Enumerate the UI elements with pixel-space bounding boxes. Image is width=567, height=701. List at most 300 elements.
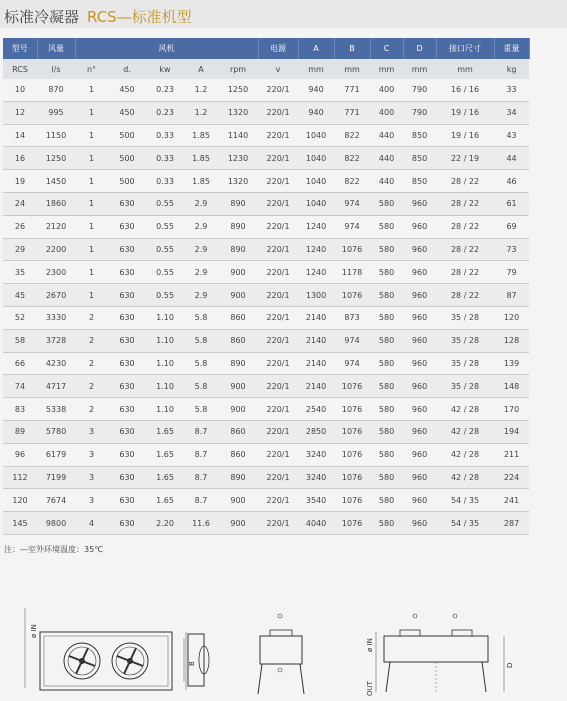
table-cell: 54 / 35	[436, 512, 494, 535]
table-cell: 3	[75, 420, 108, 443]
table-cell: 630	[108, 443, 146, 466]
table-cell: 73	[494, 238, 529, 261]
table-cell: 1.65	[146, 443, 184, 466]
unit-cell: rpm	[218, 59, 258, 79]
table-row	[3, 352, 529, 375]
table-cell: 1076	[334, 420, 370, 443]
table-cell: 220/1	[258, 215, 298, 238]
table-row	[3, 101, 529, 124]
table-cell: 2.9	[184, 238, 218, 261]
table-cell: 2140	[298, 352, 334, 375]
table-cell: 61	[494, 192, 529, 215]
table-cell: 1150	[37, 124, 75, 147]
table-row	[3, 420, 529, 443]
table-row	[3, 79, 529, 101]
side-outline	[188, 634, 204, 686]
table-cell: 900	[218, 512, 258, 535]
table-cell: 35 / 28	[436, 329, 494, 352]
table-cell: 1250	[37, 147, 75, 170]
header-fan: 风机	[75, 38, 258, 59]
table-cell: 42 / 28	[436, 398, 494, 421]
table-cell: 974	[334, 192, 370, 215]
table-cell: 35 / 28	[436, 352, 494, 375]
table-cell: 790	[403, 79, 436, 101]
table-cell: 87	[494, 284, 529, 307]
table-cell: 960	[403, 261, 436, 284]
leg-line	[258, 664, 262, 694]
table-cell: 630	[108, 489, 146, 512]
front-view-drawing	[22, 608, 197, 696]
table-cell: 0.55	[146, 192, 184, 215]
table-cell: 500	[108, 147, 146, 170]
unit-cell: d.	[108, 59, 146, 79]
header-airflow: 风量	[37, 38, 75, 59]
table-cell: 400	[370, 79, 403, 101]
table-cell: 2.9	[184, 261, 218, 284]
table-cell: 19 / 16	[436, 124, 494, 147]
table-cell: 1076	[334, 375, 370, 398]
table-cell: 900	[218, 261, 258, 284]
table-cell: 211	[494, 443, 529, 466]
table-cell: 0.55	[146, 284, 184, 307]
table-cell: 3728	[37, 329, 75, 352]
table-cell: 960	[403, 398, 436, 421]
table-cell: 4040	[298, 512, 334, 535]
marker-icon	[453, 614, 457, 618]
table-cell: 2200	[37, 238, 75, 261]
table-cell: 1.85	[184, 170, 218, 193]
table-cell: 220/1	[258, 420, 298, 443]
table-cell: 822	[334, 147, 370, 170]
table-cell: 580	[370, 398, 403, 421]
table-cell: 580	[370, 352, 403, 375]
table-row	[3, 170, 529, 193]
table-cell: 4717	[37, 375, 75, 398]
table-cell: 220/1	[258, 443, 298, 466]
table-cell: 580	[370, 466, 403, 489]
marker-icon	[278, 614, 282, 618]
table-cell: 1	[75, 215, 108, 238]
table-cell: 960	[403, 215, 436, 238]
coil-outline	[44, 636, 168, 686]
table-cell: 96	[3, 443, 37, 466]
table-cell: 1.10	[146, 352, 184, 375]
table-cell: 1.85	[184, 124, 218, 147]
table-cell: 860	[218, 420, 258, 443]
table-cell: 995	[37, 101, 75, 124]
table-cell: 220/1	[258, 512, 298, 535]
unit-cell: mm	[403, 59, 436, 79]
title-model: RCS—标准机型	[87, 8, 192, 26]
table-cell: 5.8	[184, 375, 218, 398]
table-cell: 220/1	[258, 375, 298, 398]
table-cell: 960	[403, 306, 436, 329]
table-cell: 220/1	[258, 466, 298, 489]
table-cell: 900	[218, 375, 258, 398]
table-cell: 0.55	[146, 238, 184, 261]
table-cell: 1076	[334, 512, 370, 535]
table-cell: 890	[218, 238, 258, 261]
table-cell: 870	[37, 79, 75, 101]
table-cell: 3	[75, 489, 108, 512]
table-cell: 34	[494, 101, 529, 124]
table-cell: 630	[108, 306, 146, 329]
table-cell: 630	[108, 329, 146, 352]
table-cell: 0.55	[146, 215, 184, 238]
table-cell: 8.7	[184, 420, 218, 443]
table-cell: 220/1	[258, 398, 298, 421]
table-cell: 1240	[298, 215, 334, 238]
table-cell: 960	[403, 512, 436, 535]
table-cell: 890	[218, 215, 258, 238]
table-cell: 873	[334, 306, 370, 329]
table-cell: 580	[370, 306, 403, 329]
table-cell: 220/1	[258, 192, 298, 215]
table-cell: 5338	[37, 398, 75, 421]
title-main: 标准冷凝器	[4, 8, 80, 26]
unit-cell: mm	[298, 59, 334, 79]
table-cell: 960	[403, 466, 436, 489]
table-cell: 4230	[37, 352, 75, 375]
table-cell: 19	[3, 170, 37, 193]
table-cell: 5.8	[184, 306, 218, 329]
table-cell: 9800	[37, 512, 75, 535]
table-cell: 3330	[37, 306, 75, 329]
spec-body	[3, 79, 529, 534]
table-cell: 8.7	[184, 489, 218, 512]
table-cell: 960	[403, 443, 436, 466]
table-cell: 0.33	[146, 147, 184, 170]
table-row	[3, 261, 529, 284]
table-cell: 2.9	[184, 284, 218, 307]
table-cell: 1450	[37, 170, 75, 193]
table-cell: 220/1	[258, 170, 298, 193]
table-cell: 2	[75, 398, 108, 421]
elev-outline	[384, 636, 488, 662]
table-cell: 220/1	[258, 329, 298, 352]
table-cell: 28 / 22	[436, 215, 494, 238]
table-cell: 890	[218, 192, 258, 215]
table-cell: 89	[3, 420, 37, 443]
table-cell: 2	[75, 306, 108, 329]
table-cell: 2140	[298, 329, 334, 352]
table-cell: 1	[75, 192, 108, 215]
table-cell: 58	[3, 329, 37, 352]
table-cell: 580	[370, 375, 403, 398]
fan-housing	[452, 630, 472, 636]
table-cell: 1076	[334, 284, 370, 307]
table-cell: 45	[3, 284, 37, 307]
table-cell: 8.7	[184, 443, 218, 466]
table-cell: 69	[494, 215, 529, 238]
table-cell: 5.8	[184, 329, 218, 352]
table-cell: 7199	[37, 466, 75, 489]
table-cell: 580	[370, 192, 403, 215]
table-cell: 1076	[334, 489, 370, 512]
table-cell: 139	[494, 352, 529, 375]
table-cell: 900	[218, 489, 258, 512]
table-cell: 771	[334, 101, 370, 124]
table-cell: 974	[334, 215, 370, 238]
fan-icon	[64, 643, 100, 679]
table-cell: 3240	[298, 466, 334, 489]
header-b: B	[334, 38, 370, 59]
table-cell: 194	[494, 420, 529, 443]
fan-icon	[112, 643, 148, 679]
table-cell: 287	[494, 512, 529, 535]
table-cell: 5.8	[184, 352, 218, 375]
table-cell: 19 / 16	[436, 101, 494, 124]
table-cell: 6179	[37, 443, 75, 466]
table-cell: 120	[494, 306, 529, 329]
table-cell: 1	[75, 170, 108, 193]
table-cell: 12	[3, 101, 37, 124]
table-cell: 1240	[298, 261, 334, 284]
table-cell: 960	[403, 352, 436, 375]
table-row	[3, 147, 529, 170]
table-cell: 0.33	[146, 170, 184, 193]
table-cell: 580	[370, 261, 403, 284]
table-cell: 860	[218, 329, 258, 352]
table-cell: 28 / 22	[436, 261, 494, 284]
table-cell: 224	[494, 466, 529, 489]
table-cell: 1	[75, 124, 108, 147]
table-cell: 3	[75, 466, 108, 489]
table-cell: 5780	[37, 420, 75, 443]
table-cell: 960	[403, 238, 436, 261]
table-row	[3, 124, 529, 147]
table-cell: 16 / 16	[436, 79, 494, 101]
table-row	[3, 329, 529, 352]
header-power: 电源	[258, 38, 298, 59]
table-cell: 8.7	[184, 466, 218, 489]
table-cell: 500	[108, 124, 146, 147]
header-weight: 重量	[494, 38, 529, 59]
table-cell: 630	[108, 284, 146, 307]
header-d: D	[403, 38, 436, 59]
table-cell: 890	[218, 466, 258, 489]
elev-out-label: OUT	[366, 681, 374, 696]
table-row	[3, 284, 529, 307]
page-title	[4, 6, 192, 27]
table-cell: 3	[75, 443, 108, 466]
table-cell: 630	[108, 420, 146, 443]
table-cell: 1	[75, 284, 108, 307]
table-cell: 822	[334, 124, 370, 147]
table-cell: 145	[3, 512, 37, 535]
unit-cell: mm	[334, 59, 370, 79]
table-row	[3, 489, 529, 512]
table-cell: 630	[108, 238, 146, 261]
table-cell: 46	[494, 170, 529, 193]
unit-cell: kg	[494, 59, 529, 79]
table-cell: 890	[218, 352, 258, 375]
table-cell: 850	[403, 170, 436, 193]
table-cell: 630	[108, 192, 146, 215]
table-row	[3, 443, 529, 466]
table-cell: 1040	[298, 192, 334, 215]
front-in-label: ø IN	[30, 624, 38, 638]
unit-cell: n°	[75, 59, 108, 79]
table-cell: 28 / 22	[436, 238, 494, 261]
table-cell: 2.9	[184, 215, 218, 238]
table-cell: 2670	[37, 284, 75, 307]
table-cell: 630	[108, 215, 146, 238]
table-cell: 960	[403, 329, 436, 352]
table-cell: 220/1	[258, 147, 298, 170]
table-cell: 220/1	[258, 101, 298, 124]
leg-line	[300, 664, 304, 694]
table-cell: 580	[370, 215, 403, 238]
table-cell: 1.65	[146, 466, 184, 489]
table-cell: 42 / 28	[436, 420, 494, 443]
dim-b-label: B	[188, 661, 196, 666]
table-row	[3, 192, 529, 215]
table-row	[3, 375, 529, 398]
table-cell: 10	[3, 79, 37, 101]
table-cell: 1320	[218, 170, 258, 193]
fan-housing	[400, 630, 420, 636]
table-cell: 960	[403, 375, 436, 398]
table-cell: 630	[108, 398, 146, 421]
table-row	[3, 306, 529, 329]
table-cell: 0.55	[146, 261, 184, 284]
table-cell: 1	[75, 101, 108, 124]
table-cell: 1.85	[184, 147, 218, 170]
table-cell: 1.2	[184, 101, 218, 124]
table-cell: 850	[403, 147, 436, 170]
table-cell: 28 / 22	[436, 192, 494, 215]
table-cell: 2140	[298, 375, 334, 398]
table-cell: 26	[3, 215, 37, 238]
table-cell: 1.10	[146, 375, 184, 398]
table-cell: 52	[3, 306, 37, 329]
table-cell: 1.10	[146, 398, 184, 421]
table-cell: 220/1	[258, 238, 298, 261]
table-cell: 3540	[298, 489, 334, 512]
table-cell: 2850	[298, 420, 334, 443]
table-cell: 2300	[37, 261, 75, 284]
marker-icon	[278, 668, 282, 672]
table-cell: 1300	[298, 284, 334, 307]
table-cell: 1040	[298, 170, 334, 193]
unit-cell: mm	[436, 59, 494, 79]
table-cell: 1076	[334, 238, 370, 261]
table-cell: 580	[370, 512, 403, 535]
table-row	[3, 215, 529, 238]
table-cell: 960	[403, 284, 436, 307]
table-cell: 35	[3, 261, 37, 284]
table-cell: 28 / 22	[436, 284, 494, 307]
table-cell: 450	[108, 79, 146, 101]
unit-cell: mm	[370, 59, 403, 79]
side-view-drawing	[180, 630, 220, 696]
table-cell: 790	[403, 101, 436, 124]
table-cell: 1	[75, 147, 108, 170]
table-cell: 960	[403, 420, 436, 443]
table-cell: 960	[403, 489, 436, 512]
table-cell: 29	[3, 238, 37, 261]
table-cell: 2	[75, 375, 108, 398]
table-cell: 28 / 22	[436, 170, 494, 193]
table-cell: 22 / 19	[436, 147, 494, 170]
table-cell: 2	[75, 352, 108, 375]
table-cell: 2.9	[184, 192, 218, 215]
table-cell: 1076	[334, 398, 370, 421]
table-cell: 1178	[334, 261, 370, 284]
table-cell: 220/1	[258, 284, 298, 307]
table-cell: 16	[3, 147, 37, 170]
table-cell: 1.10	[146, 306, 184, 329]
table-cell: 1250	[218, 79, 258, 101]
table-cell: 1040	[298, 124, 334, 147]
table-cell: 2.20	[146, 512, 184, 535]
table-cell: 822	[334, 170, 370, 193]
table-cell: 1.2	[184, 79, 218, 101]
table-cell: 35 / 28	[436, 375, 494, 398]
table-cell: 1.65	[146, 489, 184, 512]
elev-in-label: ø IN	[366, 638, 374, 652]
table-cell: 1.10	[146, 329, 184, 352]
dim-d-label: D	[506, 662, 514, 668]
table-cell: 148	[494, 375, 529, 398]
table-cell: 0.33	[146, 124, 184, 147]
table-cell: 960	[403, 192, 436, 215]
table-cell: 940	[298, 79, 334, 101]
table-row	[3, 238, 529, 261]
spec-table	[3, 38, 530, 535]
table-row	[3, 398, 529, 421]
unit-cell: RCS	[3, 59, 37, 79]
table-cell: 79	[494, 261, 529, 284]
table-cell: 42 / 28	[436, 466, 494, 489]
table-cell: 860	[218, 443, 258, 466]
table-cell: 44	[494, 147, 529, 170]
table-cell: 580	[370, 420, 403, 443]
table-cell: 7674	[37, 489, 75, 512]
table-cell: 1860	[37, 192, 75, 215]
table-cell: 630	[108, 375, 146, 398]
table-cell: 940	[298, 101, 334, 124]
header-c: C	[370, 38, 403, 59]
fan-housing	[270, 630, 292, 636]
table-cell: 66	[3, 352, 37, 375]
table-cell: 43	[494, 124, 529, 147]
leg-line	[482, 662, 486, 692]
table-cell: 2540	[298, 398, 334, 421]
unit-cell: A	[184, 59, 218, 79]
table-cell: 0.23	[146, 79, 184, 101]
table-cell: 400	[370, 101, 403, 124]
table-cell: 120	[3, 489, 37, 512]
table-cell: 630	[108, 352, 146, 375]
table-cell: 974	[334, 329, 370, 352]
header-unit-row	[3, 59, 529, 79]
table-cell: 1076	[334, 466, 370, 489]
table-cell: 5.8	[184, 398, 218, 421]
table-cell: 580	[370, 238, 403, 261]
table-cell: 42 / 28	[436, 443, 494, 466]
table-cell: 1320	[218, 101, 258, 124]
unit-cell: l/s	[37, 59, 75, 79]
table-cell: 580	[370, 443, 403, 466]
header-model: 型号	[3, 38, 37, 59]
end-view-drawing	[250, 612, 310, 696]
table-cell: 1	[75, 79, 108, 101]
table-cell: 1076	[334, 443, 370, 466]
table-cell: 450	[108, 101, 146, 124]
table-cell: 860	[218, 306, 258, 329]
